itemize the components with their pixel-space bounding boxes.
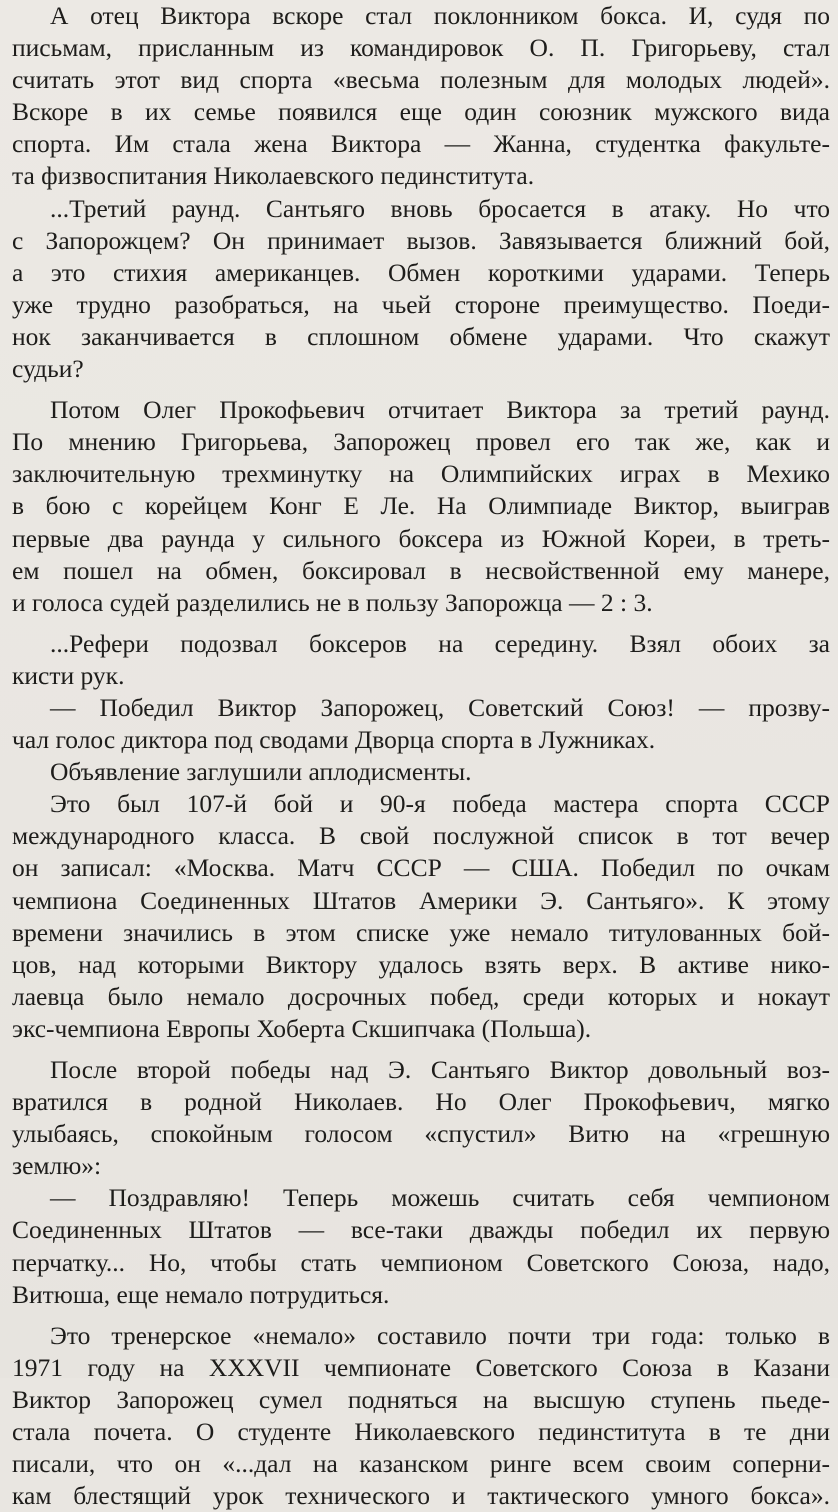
text-line: чемпиона Соединенных Штатов Америки Э. Сантьяго». К этому: [12, 885, 830, 915]
text-line: — Поздравляю! Теперь можешь считать себя чемпионом: [50, 1183, 830, 1213]
text-line: ...Третий раунд. Сантьяго вновь бросается в атаку. Но что: [50, 193, 830, 223]
text-line: кисти рук.: [12, 660, 125, 690]
text-line: с Запорожцем? Он принимает вызов. Завязывается ближний бой,: [12, 225, 830, 255]
text-line: землю»:: [12, 1151, 102, 1181]
text-line: судьи?: [12, 354, 84, 384]
text-line: письмам, присланным из командировок О. П. Григорьеву, стал: [12, 33, 830, 63]
text-line: и голоса судей разделились не в пользу Запорожца — 2 : 3.: [12, 587, 653, 617]
text-line: 1971 году на XXXVII чемпионате Советского Союза в Казани: [12, 1352, 830, 1382]
text-line: А отец Виктора вскоре стал поклонником бокса. И, судя по: [50, 1, 830, 30]
text-line: ем пошел на обмен, боксировал в несвойственной ему манере,: [12, 555, 830, 585]
paragraph-5: [12, 692, 830, 756]
text-line: стала почета. О студенте Николаевского пединститута в те дни: [12, 1417, 830, 1447]
text-line: Это был 107-й бой и 90-я победа мастера спорта СССР: [50, 789, 830, 819]
text-line: перчатку... Но, чтобы стать чемпионом Советского Союза, надо,: [12, 1247, 830, 1277]
text-line: кам блестящий урок технического и тактического умного бокса».: [12, 1481, 830, 1511]
paragraph-10: [12, 1320, 830, 1512]
paragraph-9: [12, 1182, 830, 1310]
paragraph-2: [12, 193, 830, 386]
text-line: нок заканчивается в сплошном обмене ударами. Что скажут: [12, 321, 830, 351]
text-line: Соединенных Штатов — все-таки дважды победил их первую: [12, 1215, 830, 1245]
text-line: международного класса. В свой послужной список в тот вечер: [12, 821, 830, 851]
paragraph-1: [12, 0, 830, 193]
text-line: — Победил Виктор Запорожец, Советский Союз! — прозву-: [50, 692, 830, 722]
text-line: Витюша, еще немало потрудиться.: [12, 1279, 390, 1309]
paragraph-6: [12, 756, 830, 788]
text-line: в бою с корейцем Конг Е Ле. На Олимпиаде Виктор, выиграв: [12, 491, 830, 521]
page-text: [12, 0, 830, 1512]
text-line: уже трудно разобраться, на чьей стороне преимущество. Поеди-: [12, 289, 830, 319]
text-line: ...Рефери подозвал боксеров на середину. Взял обоих за: [50, 628, 830, 658]
text-line: первые два раунда у сильного боксера из Южной Кореи, в треть-: [12, 523, 830, 553]
paragraph-3: [12, 394, 830, 619]
text-line: Вскоре в их семье появился еще один союзник мужского вида: [12, 97, 830, 127]
text-line: Это тренерское «немало» составило почти три года: только в: [50, 1320, 830, 1350]
text-line: спорта. Им стала жена Виктора — Жанна, студентка факульте-: [12, 129, 830, 159]
text-line: времени значились в этом списке уже немало титулованных бой-: [12, 917, 830, 947]
text-line: заключительную трехминутку на Олимпийских играх в Мехико: [12, 459, 830, 489]
text-line: экс-чемпиона Европы Хоберта Скшипчака (Польша).: [12, 1013, 592, 1043]
paragraph-8: [12, 1054, 830, 1182]
text-line: та физвоспитания Николаевского пединститута.: [12, 161, 535, 191]
text-line: чал голос диктора под сводами Дворца спорта в Лужниках.: [12, 725, 656, 755]
text-line: Потом Олег Прокофьевич отчитает Виктора за третий раунд.: [50, 395, 830, 425]
paragraph-4: [12, 628, 830, 692]
text-line: цов, над которыми Виктору удалось взять верх. В активе нико-: [12, 949, 830, 979]
paragraph-7: [12, 788, 830, 1045]
text-line: Объявление заглушили аплодисменты.: [50, 757, 472, 787]
text-line: а это стихия американцев. Обмен короткими ударами. Теперь: [12, 257, 830, 287]
text-line: писали, что он «...дал на казанском ринге всем своим соперни-: [12, 1449, 830, 1479]
text-line: лаевца было немало досрочных побед, среди которых и нокаут: [12, 981, 830, 1011]
text-line: Виктор Запорожец сумел подняться на высшую ступень пьеде-: [12, 1384, 830, 1414]
text-line: вратился в родной Николаев. Но Олег Прокофьевич, мягко: [12, 1087, 830, 1117]
text-line: считать этот вид спорта «весьма полезным для молодых людей».: [12, 65, 830, 95]
text-line: После второй победы над Э. Сантьяго Виктор довольный воз-: [50, 1055, 830, 1084]
text-line: По мнению Григорьева, Запорожец провел его так же, как и: [12, 427, 830, 457]
text-line: он записал: «Москва. Матч СССР — США. Победил по очкам: [12, 853, 830, 883]
text-line: улыбаясь, спокойным голосом «спустил» Витю на «грешную: [12, 1119, 830, 1149]
